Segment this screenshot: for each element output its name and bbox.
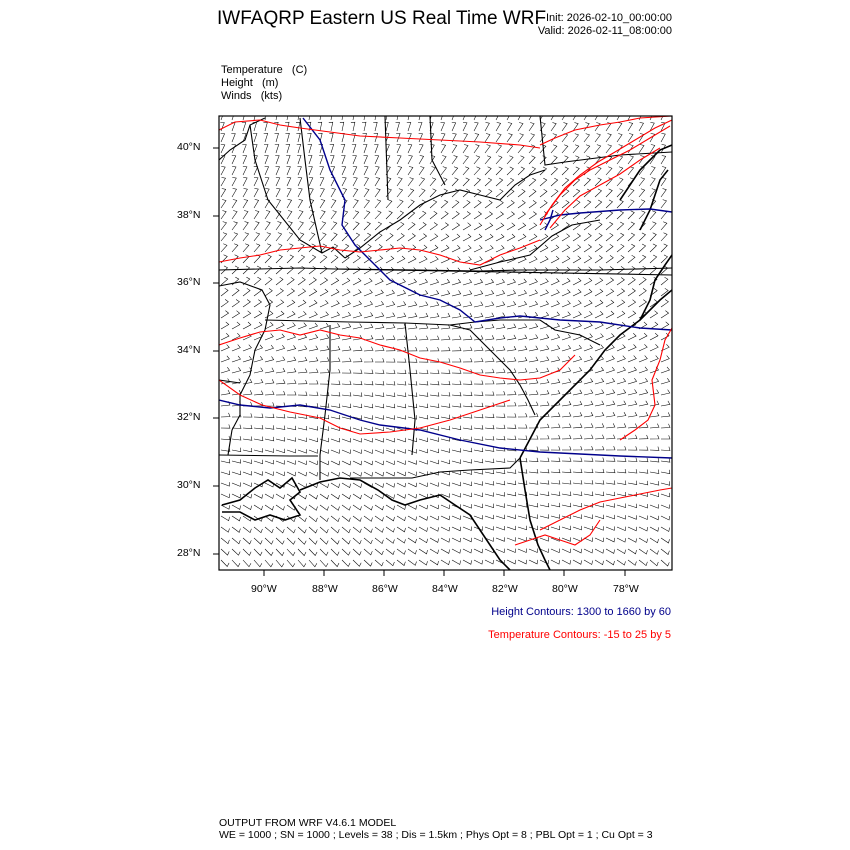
lat-label-30n: 30°N <box>177 479 201 491</box>
lat-label-36n: 36°N <box>177 276 201 288</box>
temperature-contours <box>219 116 672 545</box>
model-info <box>219 817 653 841</box>
lat-label-34n: 34°N <box>177 344 201 356</box>
lon-label-86w: 86°W <box>372 583 398 595</box>
state-borders <box>219 116 672 480</box>
valid-time: Valid: 2026-02-11_08:00:00 <box>537 25 672 37</box>
lat-label-40n: 40°N <box>177 141 201 153</box>
lat-label-38n: 38°N <box>177 209 201 221</box>
lon-label-78w: 78°W <box>613 583 639 595</box>
lon-label-80w: 80°W <box>552 583 578 595</box>
coastline <box>222 145 672 570</box>
lon-label-82w: 82°W <box>492 583 518 595</box>
lon-label-84w: 84°W <box>432 583 458 595</box>
height-contour-legend: Height Contours: 1300 to 1660 by 60 <box>491 606 671 618</box>
field-height: Height (m) <box>221 77 279 89</box>
model-info-line-1: OUTPUT FROM WRF V4.6.1 MODEL <box>219 817 397 829</box>
lon-label-90w: 90°W <box>251 583 277 595</box>
init-time: Init: 2026-02-10_00:00:00 <box>546 12 672 24</box>
field-temperature: Temperature (C) <box>221 64 308 76</box>
lat-label-28n: 28°N <box>177 547 201 559</box>
lon-label-88w: 88°W <box>312 583 338 595</box>
field-winds: Winds (kts) <box>221 90 283 102</box>
map-frame <box>219 116 672 570</box>
lat-label-32n: 32°N <box>177 411 201 423</box>
map-title: IWFAQRP Eastern US Real Time WRF <box>217 8 547 29</box>
wind-barbs <box>220 111 681 578</box>
temperature-contour-legend: Temperature Contours: -15 to 25 by 5 <box>488 629 671 641</box>
model-info-line-2: WE = 1000 ; SN = 1000 ; Levels = 38 ; Dis = 1.5km ; Phys Opt = 8 ; PBL Opt = 1 ; Cu Opt = 3 <box>219 829 653 841</box>
